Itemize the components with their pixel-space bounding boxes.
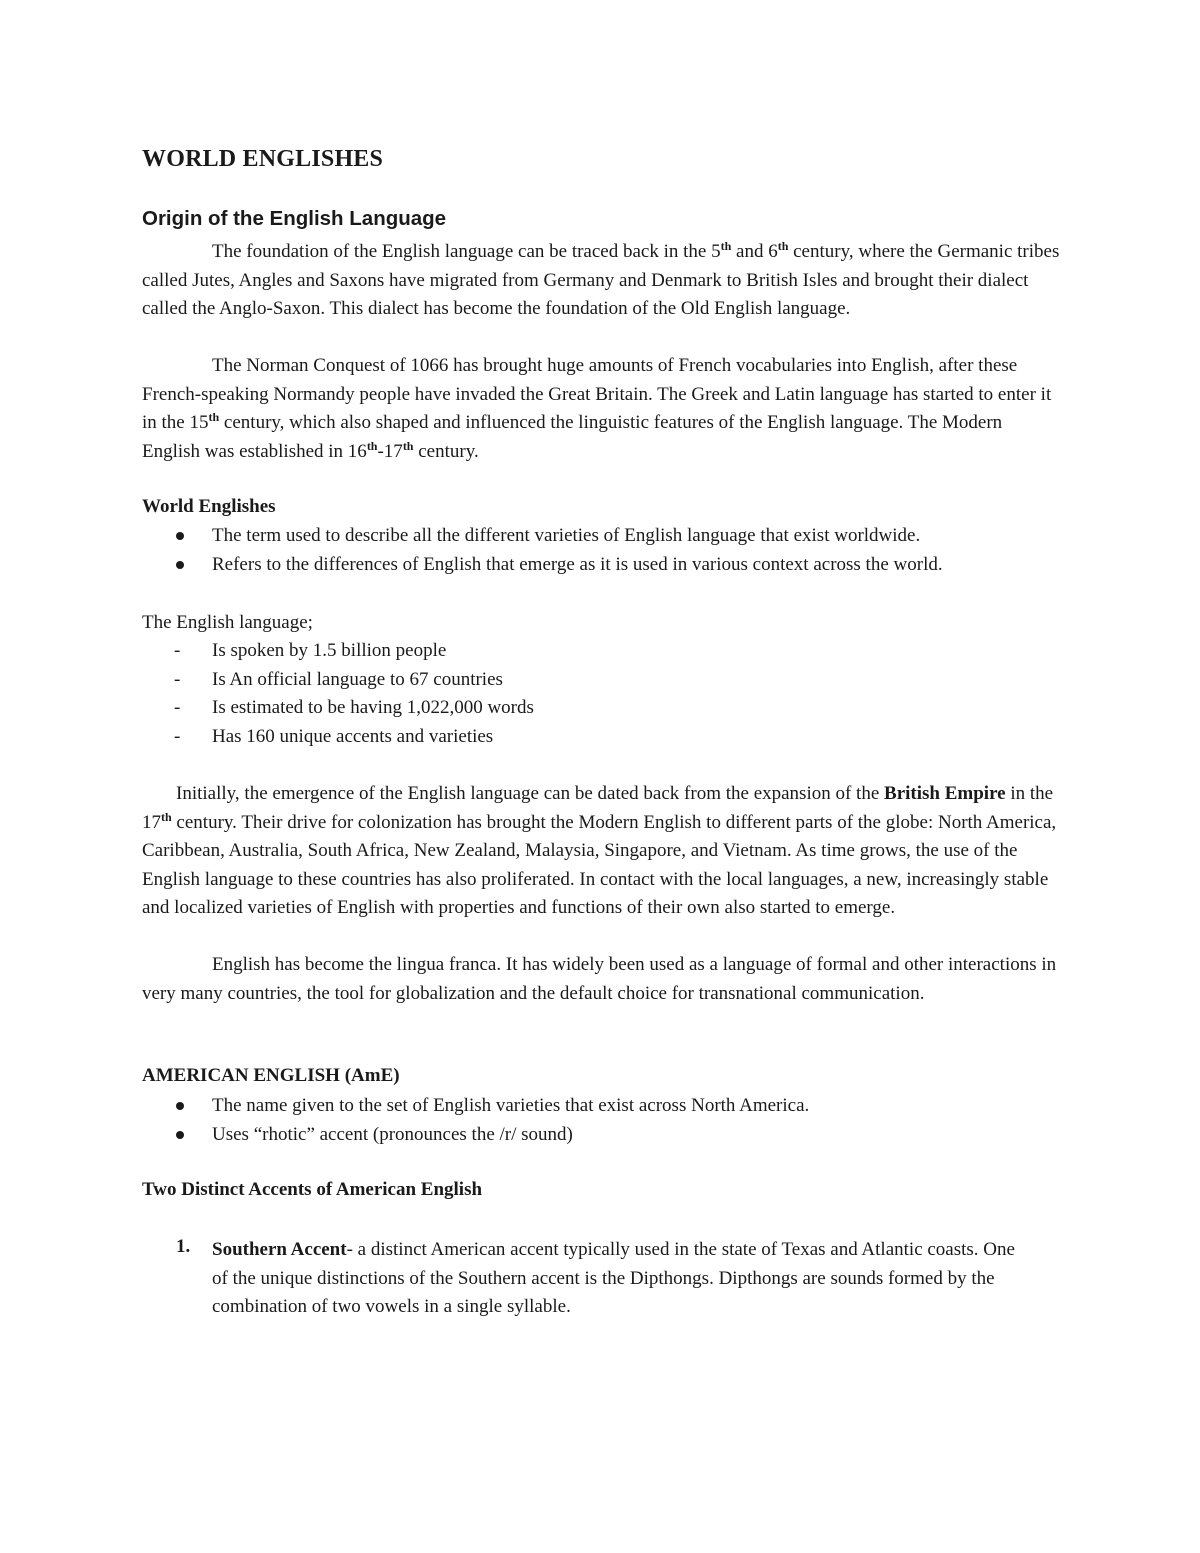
superscript: th bbox=[161, 809, 172, 824]
text-run: The foundation of the English language can be traced back in the 5 bbox=[212, 241, 721, 262]
dash-marker: - bbox=[174, 697, 181, 719]
dash-marker: - bbox=[174, 640, 181, 661]
text-run: The Norman Conquest of 1066 has brought huge amounts of French vocabularies into English, after these French-speaking Normandy people have invaded the Great Britain. The Greek and Latin language has started to enter it in the 15 bbox=[142, 355, 1052, 434]
list-item bbox=[142, 551, 943, 580]
text-run: Initially, the emergence of the English language can be dated back from the expansion of the bbox=[176, 783, 885, 804]
superscript: th bbox=[402, 438, 414, 453]
world-englishes-bullet-list bbox=[142, 522, 943, 579]
english-language-dash-list bbox=[142, 637, 534, 751]
bullet-icon bbox=[176, 1102, 184, 1110]
text-run: century. Their drive for colonization has brought the Modern English to different parts of the globe: North America, Caribbean, Australia, South Africa, New Zealand, Malaysia, Singapore, and Vietnam. As time grows, the use of the English language to these countries has also proliferated. In contact with the local languages, a new, increasingly stable and localized varieties of English with properties and functions of their own also started to emerge. bbox=[142, 811, 1057, 919]
item-number: 1. bbox=[176, 1236, 191, 1257]
bold-term: Southern Accent bbox=[212, 1239, 347, 1260]
list-item-text: Refers to the differences of English that emerge as it is used in various context across the world. bbox=[212, 553, 943, 575]
list-item-text: Is An official language to 67 countries bbox=[212, 668, 503, 690]
english-language-intro: The English language; bbox=[142, 612, 313, 633]
origin-heading: Origin of the English Language bbox=[142, 207, 447, 230]
list-item-text: Is estimated to be having 1,022,000 words bbox=[212, 697, 534, 719]
text-run: century, where the Germanic tribes called Jutes, Angles and Saxons have migrated from Germany and Denmark to British Isles and brought their dialect called the Anglo-Saxon. This dialect has become the foundation of the Old English language. bbox=[142, 241, 1060, 320]
lingua-franca-paragraph: English has become the lingua franca. It has widely been used as a language of formal and other interactions in very many countries, the tool for globalization and the default choice for transnational communication. bbox=[142, 954, 1057, 1004]
bold-term: British Empire bbox=[884, 783, 1006, 804]
numbered-item-body bbox=[212, 1236, 1022, 1322]
list-item bbox=[142, 723, 534, 752]
superscript: th bbox=[366, 438, 378, 453]
superscript: th bbox=[720, 239, 732, 253]
list-item bbox=[142, 1121, 809, 1150]
dash-marker: - bbox=[174, 725, 181, 747]
list-item-text: Uses “rhotic” accent (pronounces the /r/ sound) bbox=[212, 1123, 573, 1145]
world-englishes-heading: World Englishes bbox=[142, 496, 276, 517]
superscript: th bbox=[208, 410, 220, 425]
document-title: WORLD ENGLISHES bbox=[142, 146, 384, 172]
list-item bbox=[142, 637, 534, 666]
text-run: -17 bbox=[377, 440, 403, 462]
dash-marker: - bbox=[174, 668, 181, 690]
initially-paragraph bbox=[142, 780, 1062, 923]
list-item bbox=[142, 1092, 809, 1121]
bullet-icon bbox=[176, 561, 184, 569]
list-item bbox=[142, 666, 534, 695]
accents-numbered-list bbox=[142, 1236, 1022, 1322]
superscript: th bbox=[777, 239, 789, 253]
bullet-icon bbox=[176, 1131, 184, 1139]
american-english-heading: AMERICAN ENGLISH (AmE) bbox=[142, 1065, 400, 1086]
bullet-icon bbox=[176, 532, 184, 540]
origin-paragraph-2 bbox=[142, 352, 1062, 466]
list-item bbox=[142, 522, 943, 551]
text-run: century. bbox=[413, 440, 479, 462]
list-item-text: The term used to describe all the different varieties of English language that exist worldwide. bbox=[212, 525, 921, 546]
text-run: century, which also shaped and influenced the linguistic features of the English language. The Modern English was established in 16 bbox=[142, 412, 1003, 462]
origin-paragraph-1 bbox=[142, 238, 1062, 324]
list-item-text: Is spoken by 1.5 billion people bbox=[212, 640, 447, 661]
list-item-text: Has 160 unique accents and varieties bbox=[212, 725, 494, 747]
list-item bbox=[142, 694, 534, 723]
text-run: in the 17 bbox=[142, 783, 1054, 833]
text-run: and 6 bbox=[731, 241, 778, 262]
list-item-text: The name given to the set of English varieties that exist across North America. bbox=[212, 1095, 810, 1116]
accents-heading: Two Distinct Accents of American English bbox=[142, 1179, 483, 1200]
text-run: - a distinct American accent typically used in the state of Texas and Atlantic coasts. One of the unique distinctions of the Southern accent is the Dipthongs. Dipthongs are sounds formed by the combination of two vowels in a single syllable. bbox=[212, 1239, 1015, 1318]
numbered-item bbox=[142, 1236, 1022, 1322]
american-english-bullet-list bbox=[142, 1092, 809, 1149]
